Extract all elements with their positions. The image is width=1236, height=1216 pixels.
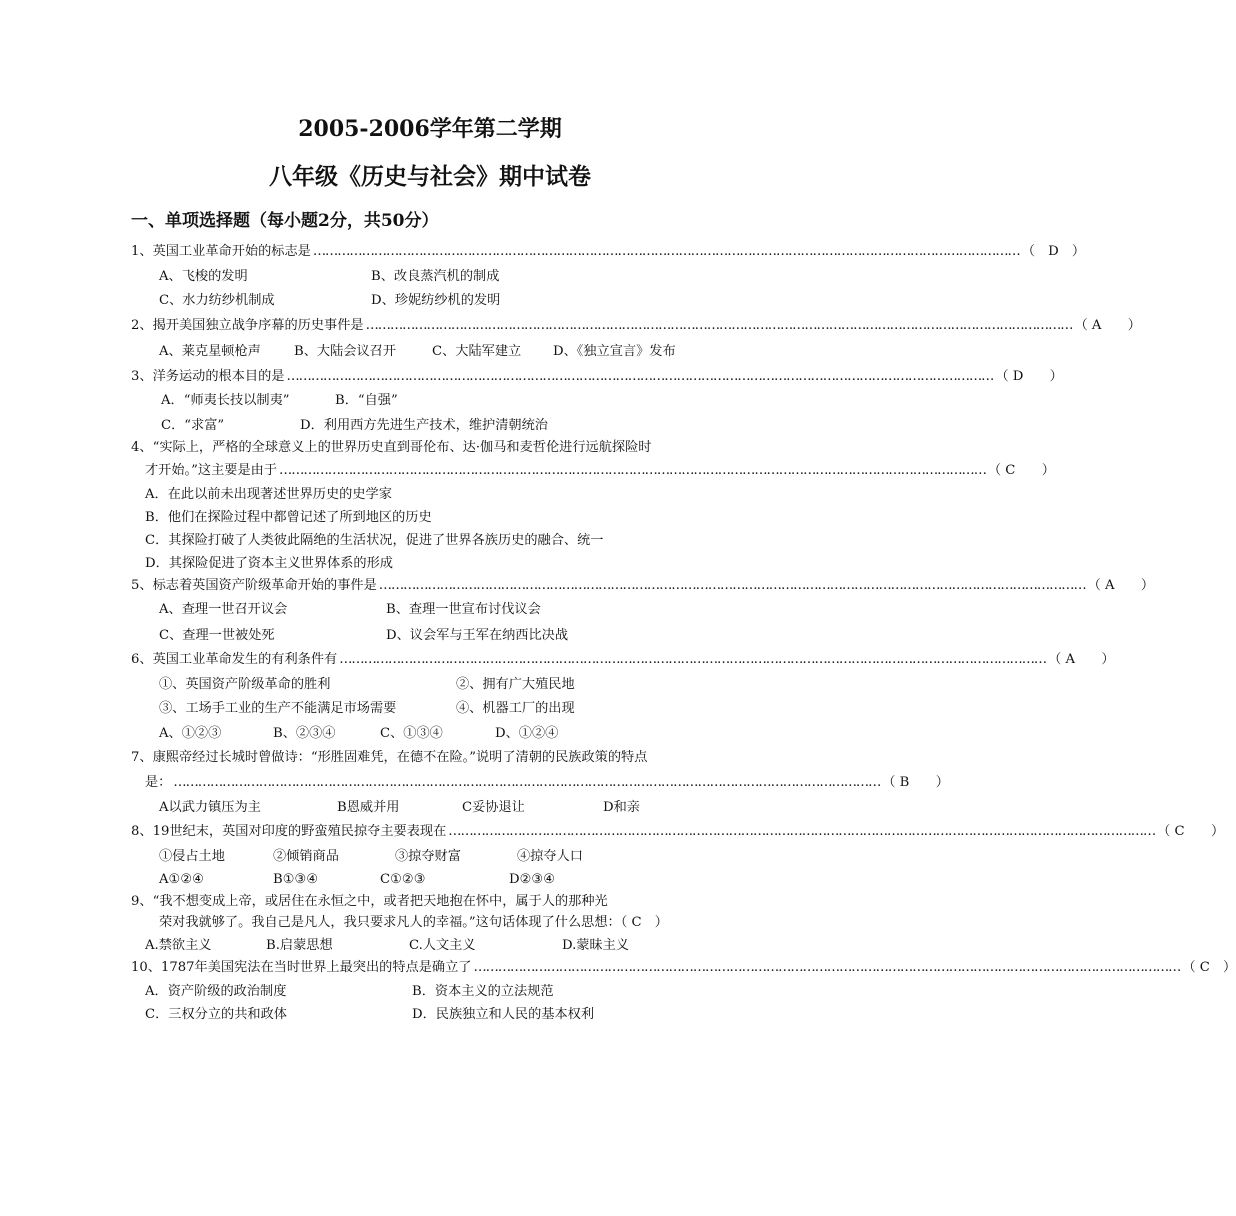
- question-6-item-4: ④、机器工厂的出现: [456, 701, 575, 716]
- question-7-option-b: B恩威并用: [337, 800, 400, 815]
- question-7-answer: （ B ）: [882, 775, 949, 790]
- question-9-option-b: B.启蒙思想: [266, 938, 333, 953]
- question-10-answer: （ C ）: [1182, 960, 1236, 975]
- question-5-option-b: B、查理一世宣布讨伐议会: [386, 602, 541, 617]
- leader-dots: …………………………………………………………………………………………………………………………………………………………: [378, 578, 1086, 593]
- question-10-option-b: B．资本主义的立法规范: [412, 984, 554, 999]
- question-3-answer: （ D ）: [995, 369, 1063, 384]
- question-7-stem-line2: 是： ………………………………………………………………………………………………………………………………………………………… （ B ）: [145, 775, 949, 790]
- question-2-stem: 2、揭开美国独立战争序幕的历史事件是 ………………………………………………………………………………………………………………………………………………………… （ A ）: [131, 318, 1141, 333]
- question-8-item-1: ①侵占土地: [159, 849, 225, 864]
- question-1-option-a: A、飞梭的发明: [159, 269, 248, 284]
- question-3-option-c: C．“求富”: [161, 418, 225, 433]
- question-6-option-a: A、①②③: [159, 726, 222, 741]
- question-2-option-d: D、《独立宣言》发布: [553, 344, 676, 359]
- question-8-item-3: ③掠夺财富: [395, 849, 461, 864]
- question-5-option-a: A、查理一世召开议会: [159, 602, 288, 617]
- question-10-stem: 10、1787年美国宪法在当时世界上最突出的特点是确立了 ………………………………………………………………………………………………………………………………………………………… （ C ）: [131, 960, 1236, 975]
- question-5-stem: 5、标志着英国资产阶级革命开始的事件是 ………………………………………………………………………………………………………………………………………………………… （ A ）: [131, 578, 1155, 593]
- question-5-option-d: D、议会军与王军在纳西比决战: [386, 628, 569, 643]
- question-10-option-a: A．资产阶级的政治制度: [145, 984, 287, 999]
- question-9-option-d: D.蒙昧主义: [562, 938, 630, 953]
- question-9-option-a: A.禁欲主义: [145, 938, 212, 953]
- leader-dots: …………………………………………………………………………………………………………………………………………………………: [173, 775, 881, 790]
- question-1-option-c: C、水力纺纱机制成: [159, 293, 275, 308]
- question-6-option-c: C、①③④: [380, 726, 443, 741]
- question-8-option-b: B①③④: [273, 872, 319, 887]
- question-8-stem: 8、19世纪末，英国对印度的野蛮殖民掠夺主要表现在 ………………………………………………………………………………………………………………………………………………………… （ C ）: [131, 824, 1225, 839]
- leader-dots: …………………………………………………………………………………………………………………………………………………………: [339, 652, 1047, 667]
- question-1-option-d: D、珍妮纺纱机的发明: [371, 293, 501, 308]
- question-4-option-d: D．其探险促进了资本主义世界体系的形成: [145, 556, 393, 571]
- question-9-stem-line1: 9、“我不想变成上帝，或居住在永恒之中，或者把天地抱在怀中，属于人的那种光: [131, 894, 608, 909]
- question-7-option-c: C妥协退让: [462, 800, 525, 815]
- question-7-option-d: D和亲: [603, 800, 640, 815]
- question-8-answer: （ C ）: [1157, 824, 1225, 839]
- question-8-option-a: A①②④: [159, 872, 204, 887]
- question-1-answer: （ D ）: [1021, 244, 1086, 259]
- question-6-item-1: ①、英国资产阶级革命的胜利: [159, 677, 331, 692]
- question-4-option-a: A．在此以前未出现著述世界历史的史学家: [145, 487, 392, 502]
- question-10-option-d: D．民族独立和人民的基本权利: [412, 1007, 595, 1022]
- question-9-stem-line2: 荣对我就够了。我自己是凡人，我只要求凡人的幸福。”这句话体现了什么思想：（ C ）: [159, 915, 668, 930]
- question-7-option-a: A以武力镇压为主: [159, 800, 261, 815]
- question-2-option-a: A、莱克星顿枪声: [159, 344, 261, 359]
- question-6-answer: （ A ）: [1048, 652, 1115, 667]
- question-6-option-b: B、②③④: [273, 726, 336, 741]
- question-3-option-a: A．“师夷长技以制夷”: [161, 393, 290, 408]
- section-heading: 一、单项选择题（每小题2分，共50分）: [131, 211, 439, 231]
- question-2-answer: （ A ）: [1074, 318, 1141, 333]
- question-3-option-d: D．利用西方先进生产技术，维护清朝统治: [300, 418, 548, 433]
- question-6-item-2: ②、拥有广大殖民地: [456, 677, 575, 692]
- question-5-answer: （ A ）: [1087, 578, 1155, 593]
- question-8-option-c: C①②③: [380, 872, 426, 887]
- question-6-option-d: D、①②④: [495, 726, 559, 741]
- question-3-stem: 3、洋务运动的根本目的是 ………………………………………………………………………………………………………………………………………………………… （ D ）: [131, 369, 1063, 384]
- leader-dots: …………………………………………………………………………………………………………………………………………………………: [286, 369, 994, 384]
- question-4-stem-line2: 才开始。”这主要是由于 ………………………………………………………………………………………………………………………………………………………… （ C ）: [145, 463, 1055, 478]
- question-5-option-c: C、查理一世被处死: [159, 628, 275, 643]
- question-10-option-c: C．三权分立的共和政体: [145, 1007, 287, 1022]
- exam-main-title: 八年级《历史与社会》期中试卷: [269, 163, 591, 190]
- leader-dots: …………………………………………………………………………………………………………………………………………………………: [473, 960, 1181, 975]
- question-8-item-4: ④掠夺人口: [517, 849, 583, 864]
- question-4-option-b: B．他们在探险过程中都曾记述了所到地区的历史: [145, 510, 432, 525]
- leader-dots: …………………………………………………………………………………………………………………………………………………………: [279, 463, 986, 478]
- question-2-option-c: C、大陆军建立: [432, 344, 522, 359]
- question-4-stem-line1: 4、“实际上，严格的全球意义上的世界历史直到哥伦布、达·伽马和麦哲伦进行远航探险时: [131, 440, 652, 455]
- question-8-option-d: D②③④: [509, 872, 556, 887]
- question-6-item-3: ③、工场手工业的生产不能满足市场需要: [159, 701, 397, 716]
- question-1-option-b: B、改良蒸汽机的制成: [371, 269, 500, 284]
- question-6-stem: 6、英国工业革命发生的有利条件有 ………………………………………………………………………………………………………………………………………………………… （ A ）: [131, 652, 1115, 667]
- question-4-option-c: C．其探险打破了人类彼此隔绝的生活状况，促进了世界各族历史的融合、统一: [145, 533, 604, 548]
- leader-dots: …………………………………………………………………………………………………………………………………………………………: [312, 244, 1020, 259]
- leader-dots: …………………………………………………………………………………………………………………………………………………………: [365, 318, 1073, 333]
- question-3-option-b: B．“自强”: [335, 393, 398, 408]
- question-1-stem: 1、英国工业革命开始的标志是 ………………………………………………………………………………………………………………………………………………………… （ D ）: [131, 244, 1086, 259]
- question-8-item-2: ②倾销商品: [273, 849, 339, 864]
- question-4-answer: （ C ）: [987, 463, 1055, 478]
- question-2-option-b: B、大陆会议召开: [294, 344, 397, 359]
- question-7-stem-line1: 7、康熙帝经过长城时曾做诗：“形胜固难凭，在德不在险。”说明了清朝的民族政策的特点: [131, 750, 648, 765]
- leader-dots: …………………………………………………………………………………………………………………………………………………………: [448, 824, 1156, 839]
- question-9-option-c: C.人文主义: [409, 938, 476, 953]
- exam-term-title: 2005-2006学年第二学期: [298, 116, 562, 142]
